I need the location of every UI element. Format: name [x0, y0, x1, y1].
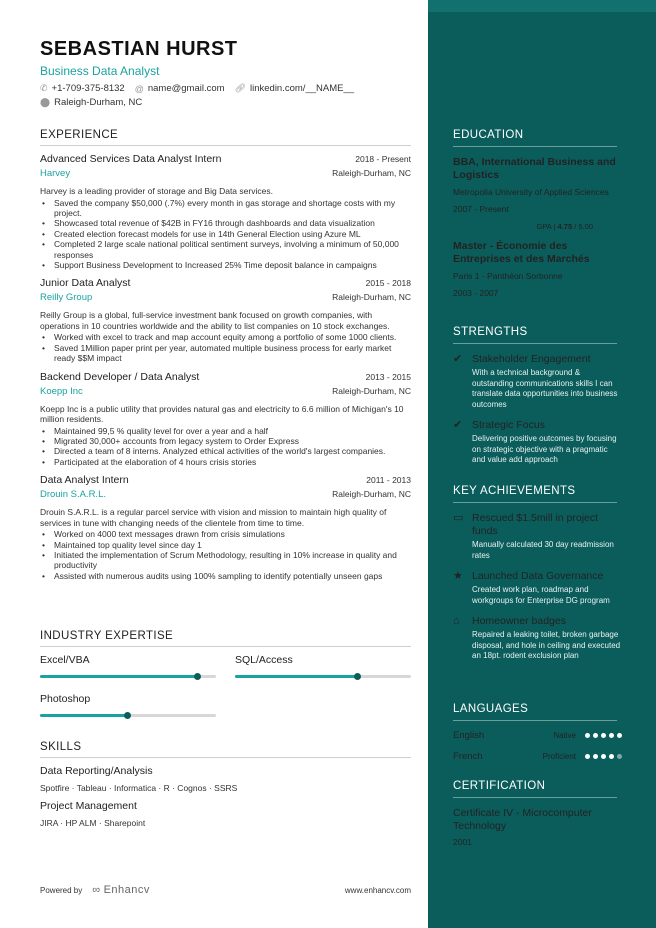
job-bullets	[40, 426, 411, 468]
presentation-icon: ▭	[453, 512, 464, 524]
achievements-item-head	[453, 570, 623, 583]
certification-section	[453, 780, 623, 847]
strengths-item	[453, 419, 623, 466]
job-bullet: • Worked with excel to track and map account equity among a portfolio of some 1000 clients.	[40, 332, 411, 342]
job-company-row	[40, 165, 411, 179]
job-header-row	[40, 153, 411, 165]
skill-group-tags: Spotfire · Tableau · Informatica · R · Cognos · SSRS	[40, 783, 238, 793]
job-description: Koepp Inc is a public utility that provides natural gas and electricity to 6.6 million of Michigan's 10 million residents.	[40, 403, 404, 425]
expertise-bar-knob	[194, 673, 201, 680]
language-row	[453, 749, 623, 763]
certification-list	[453, 807, 623, 847]
language-level: Proficient	[542, 751, 576, 761]
job-location: Raleigh-Durham, NC	[332, 168, 411, 178]
skill-group	[40, 800, 411, 828]
location-text: Raleigh-Durham, NC	[54, 97, 143, 108]
languages-list	[453, 728, 623, 763]
languages-heading: LANGUAGES	[453, 703, 617, 721]
industry-expertise-section	[40, 630, 411, 725]
job-header-row	[40, 371, 411, 383]
job-date: 2011 - 2013	[366, 475, 411, 486]
experience-section	[40, 129, 411, 581]
strengths-item-head	[453, 419, 623, 432]
education-school: Metropolia University of Applied Sciences	[453, 187, 609, 197]
strengths-item-title: Stakeholder Engagement	[472, 353, 591, 365]
job-company[interactable]: Harvey	[40, 168, 71, 179]
language-dot	[617, 733, 622, 738]
job-bullet: • Participated at the elaboration of 4 hours crisis stories	[40, 457, 411, 467]
expertise-name: Excel/VBA	[40, 654, 90, 666]
achievements-section	[453, 485, 623, 662]
language-name: French	[453, 750, 483, 762]
achievements-item	[453, 570, 623, 606]
job-role: Backend Developer / Data Analyst	[40, 370, 200, 383]
education-list	[453, 156, 623, 298]
link-icon: 🔗︎	[234, 83, 246, 93]
phone-item	[40, 83, 125, 94]
languages-section	[453, 703, 623, 763]
location-row	[40, 97, 410, 108]
job-bullets	[40, 332, 411, 363]
job-bullets	[40, 529, 411, 581]
linkedin-text: linkedin.com/__NAME__	[250, 83, 355, 94]
achievements-list	[453, 512, 623, 662]
job-date: 2013 - 2015	[365, 371, 411, 382]
skills-heading: SKILLS	[40, 741, 411, 758]
skill-group	[40, 765, 411, 793]
strengths-item	[453, 353, 623, 410]
achievements-heading: KEY ACHIEVEMENTS	[453, 485, 617, 503]
enhancv-logo-icon: ∞	[92, 884, 101, 896]
expertise-bar-fill	[235, 675, 358, 678]
education-date-row	[453, 198, 617, 214]
job-entry	[40, 371, 411, 468]
expertise-bar-knob	[124, 712, 131, 719]
expertise-item	[40, 693, 216, 725]
education-entry	[453, 240, 623, 298]
enhancv-logo-text: Enhancv	[103, 884, 150, 896]
strengths-item-desc: With a technical background & outstanding communications skills I can translate data opportunities into business outcomes	[472, 368, 618, 409]
language-level: Native	[553, 730, 576, 740]
language-dots	[585, 754, 622, 759]
strengths-heading: STRENGTHS	[453, 326, 617, 344]
job-bullet: • Support Business Development to Increased 25% Time deposit balance in campaigns	[40, 260, 411, 270]
skill-group-tags: JIRA · HP ALM · Sharepoint	[40, 818, 146, 828]
job-bullets	[40, 198, 411, 271]
strengths-item-title: Strategic Focus	[472, 419, 545, 431]
job-bullet: • Created election forecast models for use in 14th General Election using Azure ML	[40, 229, 411, 239]
language-dot	[585, 733, 590, 738]
job-bullet: • Maintained top quality level since day 1	[40, 540, 411, 550]
education-degree: BBA, International Business and Logistics	[453, 156, 616, 181]
achievements-item	[453, 512, 623, 561]
home-icon: ⌂	[453, 615, 460, 627]
job-bullet: • Maintained 99,5 % quality level for over a year and a half	[40, 426, 411, 436]
strengths-section	[453, 326, 623, 466]
at-icon: @	[134, 83, 144, 94]
job-role: Advanced Services Data Analyst Intern	[40, 153, 222, 165]
education-heading: EDUCATION	[453, 129, 617, 147]
language-dot	[593, 754, 598, 759]
expertise-bar	[40, 675, 216, 678]
check-icon: ✔	[453, 419, 463, 431]
achievements-item-title: Homeowner badges	[472, 615, 566, 627]
job-company-row	[40, 486, 411, 500]
strengths-list	[453, 353, 623, 466]
expertise-bar-fill	[40, 714, 128, 717]
education-date: 2007 - Present	[453, 204, 509, 214]
education-degree: Master - Économie des Entreprises et des Marchés	[453, 240, 590, 265]
job-bullet: • Directed a team of 8 interns. Analyzed ethical activities of the world's largest companies.	[40, 446, 411, 456]
certification-heading: CERTIFICATION	[453, 780, 617, 798]
language-name: English	[453, 729, 485, 741]
language-dot	[601, 733, 606, 738]
phone-text: +1-709-375-8132	[51, 83, 125, 94]
expertise-bar	[235, 675, 411, 678]
expertise-bar-fill	[40, 675, 198, 678]
candidate-title: Business Data Analyst	[40, 64, 160, 78]
strengths-item-desc: Delivering positive outcomes by focusing on strategic objective with a pragmatic and value add approach	[472, 434, 617, 464]
gpa-label: GPA	[536, 222, 552, 231]
job-company[interactable]: Reilly Group	[40, 292, 93, 304]
job-bullet: • Initiated the implementation of Scrum Methodology, resulting in 10% increase in quality and productivity	[40, 550, 411, 571]
job-bullet: • Worked on 4000 text messages drawn from crisis simulations	[40, 529, 411, 539]
powered-label: Powered by	[40, 885, 83, 895]
linkedin-item[interactable]	[235, 83, 354, 94]
education-section	[453, 129, 623, 298]
expertise-name: SQL/Access	[235, 654, 293, 666]
job-bullet: • Saved the company $50,000 (.7%) every month in gas storage and shortage costs with my project.	[40, 198, 411, 219]
job-role: Data Analyst Intern	[40, 474, 129, 487]
achievements-item-head	[453, 615, 623, 628]
skill-groups	[40, 765, 411, 828]
education-school: Paris 1 - Panthéon Sorbonne	[453, 271, 563, 281]
skills-section	[40, 741, 411, 828]
expertise-item	[40, 654, 216, 686]
job-company[interactable]: Drouin S.A.R.L.	[40, 489, 106, 501]
job-date: 2015 - 2018	[365, 278, 411, 289]
experience-heading: EXPERIENCE	[40, 129, 411, 146]
achievements-item	[453, 615, 623, 662]
contact-row	[40, 83, 410, 94]
job-entry	[40, 277, 411, 363]
job-entry	[40, 474, 411, 581]
job-bullet: • Assisted with numerous audits using 100% sampling to identify potentially unseen gaps	[40, 571, 411, 581]
powered-by	[40, 884, 150, 896]
language-dot	[609, 733, 614, 738]
certification-title: Certificate IV - Microcomputer Technology	[453, 807, 592, 832]
email-item[interactable]	[135, 83, 225, 94]
language-dot	[601, 754, 606, 759]
job-description: Reilly Group is a global, full-service investment bank focused on growth companies, with operations in 10 countries worldwide and the ability to list companies on 10 stock exchanges.	[40, 310, 390, 331]
job-entry	[40, 153, 411, 270]
job-location: Raleigh-Durham, NC	[332, 489, 411, 500]
footer	[40, 884, 411, 896]
language-dot	[585, 754, 590, 759]
education-gpa	[453, 222, 593, 231]
job-header-row	[40, 277, 411, 289]
gpa-max: / 5.00	[574, 222, 593, 231]
expertise-grid	[40, 647, 411, 725]
achievements-item-title: Rescued $1.5mill in project funds	[472, 512, 599, 537]
expertise-name: Photoshop	[40, 693, 91, 705]
certification-date: 2001	[453, 837, 472, 847]
job-company-row	[40, 383, 411, 397]
achievements-item-title: Launched Data Governance	[472, 570, 604, 582]
job-bullet: • Showcased total revenue of $42B in FY16 through dashboards and data visualization	[40, 218, 411, 228]
job-bullet: • Migrated 30,000+ accounts from legacy system to Order Express	[40, 436, 411, 446]
job-description: Harvey is a leading provider of storage and Big Data services.	[40, 186, 273, 196]
achievements-item-desc: Created work plan, roadmap and workgroups for Enterprise DG program	[472, 585, 610, 605]
email-text: name@gmail.com	[147, 83, 225, 94]
skill-group-title: Project Management	[40, 800, 137, 812]
language-dot	[609, 754, 614, 759]
language-dot	[617, 754, 622, 759]
job-location: Raleigh-Durham, NC	[332, 292, 411, 303]
location-pin-icon: ⬤	[40, 97, 51, 107]
job-role: Junior Data Analyst	[40, 277, 131, 290]
achievements-item-desc: Repaired a leaking toilet, broken garbage disposal, and hole in ceiling and executed an 18pt. rodent exclusion plan	[472, 630, 621, 660]
language-row	[453, 728, 623, 742]
industry-heading: INDUSTRY EXPERTISE	[40, 630, 411, 647]
job-location: Raleigh-Durham, NC	[332, 385, 411, 396]
language-dots	[585, 733, 622, 738]
job-company[interactable]: Koepp Inc	[40, 385, 83, 397]
sidebar-content	[428, 0, 656, 928]
expertise-bar	[40, 714, 216, 717]
achievements-item-desc: Manually calculated 30 day readmission rates	[472, 540, 614, 560]
job-list	[40, 153, 411, 581]
enhancv-logo[interactable]	[92, 884, 150, 896]
expertise-bar-knob	[354, 673, 361, 680]
job-company-row	[40, 289, 411, 303]
education-date-row	[453, 282, 617, 298]
strengths-item-head	[453, 353, 623, 366]
phone-icon: ✆	[40, 83, 48, 93]
job-date: 2018 - Present	[355, 154, 411, 164]
expertise-item	[235, 654, 411, 686]
gpa-value: 4.75	[557, 222, 573, 231]
skill-group-title: Data Reporting/Analysis	[40, 765, 153, 777]
education-entry	[453, 156, 623, 231]
achievements-item-head	[453, 512, 623, 538]
language-dot	[593, 733, 598, 738]
job-header-row	[40, 474, 411, 486]
check-icon: ✔	[453, 353, 463, 365]
job-bullet: • Saved 1Million paper print per year, automated multiple business process for early market ready $$M impact	[40, 343, 411, 364]
star-icon: ★	[453, 570, 463, 582]
candidate-name: SEBASTIAN HURST	[40, 38, 238, 60]
education-date: 2003 - 2007	[453, 288, 499, 298]
footer-site-link[interactable]: www.enhancv.com	[344, 885, 411, 895]
job-description: Drouin S.A.R.L. is a regular parcel service with vision and mission to maintain high quality of services in tune with changing needs of the clientele from time to time.	[40, 507, 387, 528]
job-bullet: • Completed 2 large scale national political sentiment surveys, involving a minimum of 50,000 responses	[40, 239, 411, 260]
gpa-separator: |	[551, 222, 558, 231]
